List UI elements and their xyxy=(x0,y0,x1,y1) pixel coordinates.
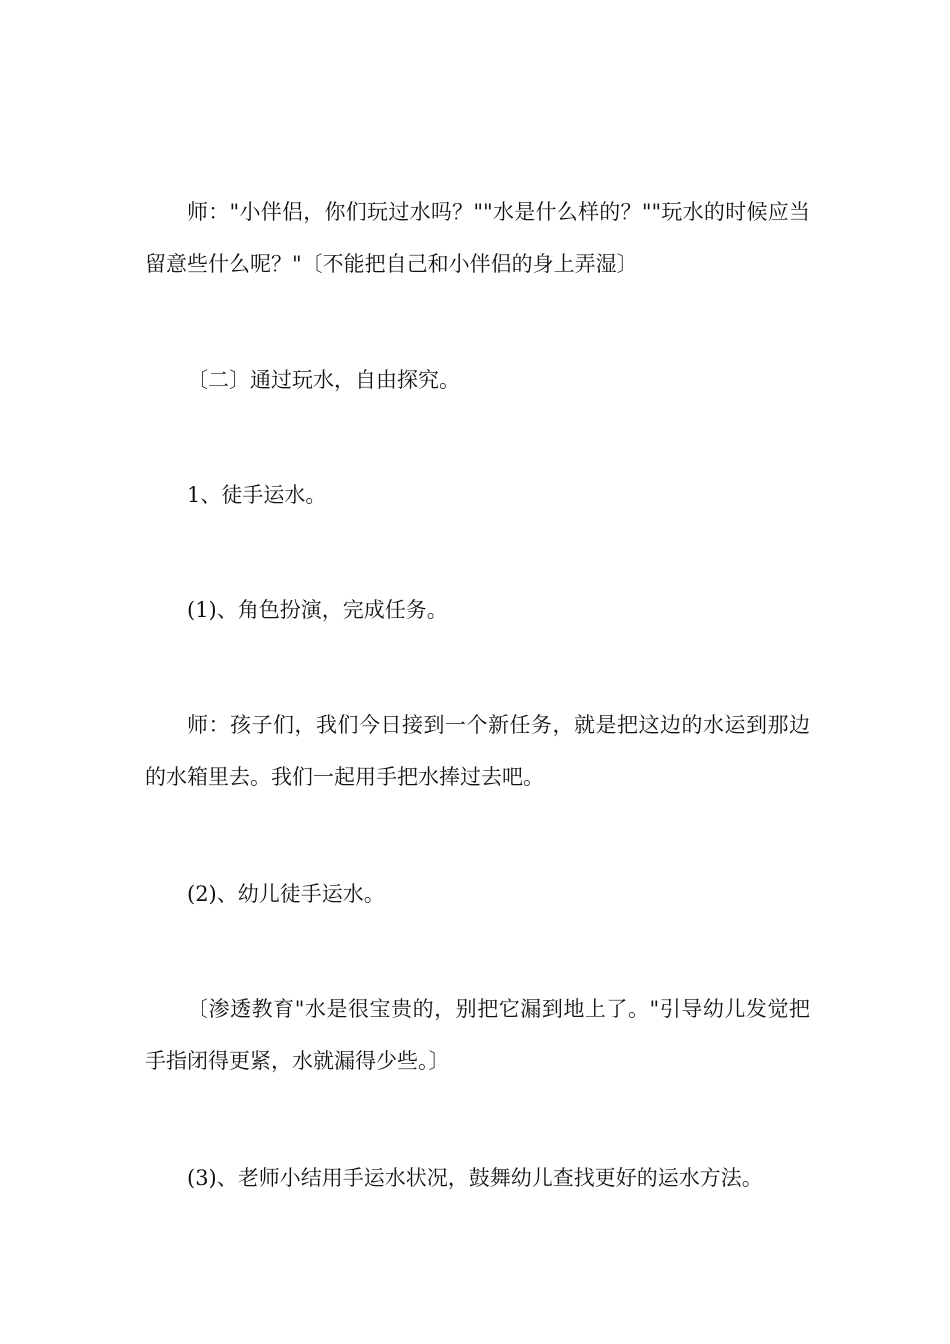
paragraph-education-note: 〔渗透教育"水是很宝贵的，别把它漏到地上了。"引导幼儿发觉把手指闭得更紧，水就漏得少些。〕 xyxy=(145,997,810,1073)
paragraph-step-3: (3)、老师小结用手运水状况，鼓舞幼儿查找更好的运水方法。 xyxy=(187,1166,763,1190)
paragraph-step-2: (2)、幼儿徒手运水。 xyxy=(187,882,385,906)
paragraph-step-1: (1)、角色扮演，完成任务。 xyxy=(187,598,448,622)
paragraph-section-two-heading: 〔二〕通过玩水，自由探究。 xyxy=(187,368,460,392)
paragraph-item-1-heading: 1、徒手运水。 xyxy=(187,483,327,507)
paragraph-teacher-task: 师：孩子们，我们今日接到一个新任务，就是把这边的水运到那边的水箱里去。我们一起用手把水捧过去吧。 xyxy=(145,713,810,789)
paragraph-teacher-question: 师："小伴侣，你们玩过水吗？""水是什么样的？""玩水的时候应当留意些什么呢？"〔不能把自己和小伴侣的身上弄湿〕 xyxy=(145,200,810,276)
